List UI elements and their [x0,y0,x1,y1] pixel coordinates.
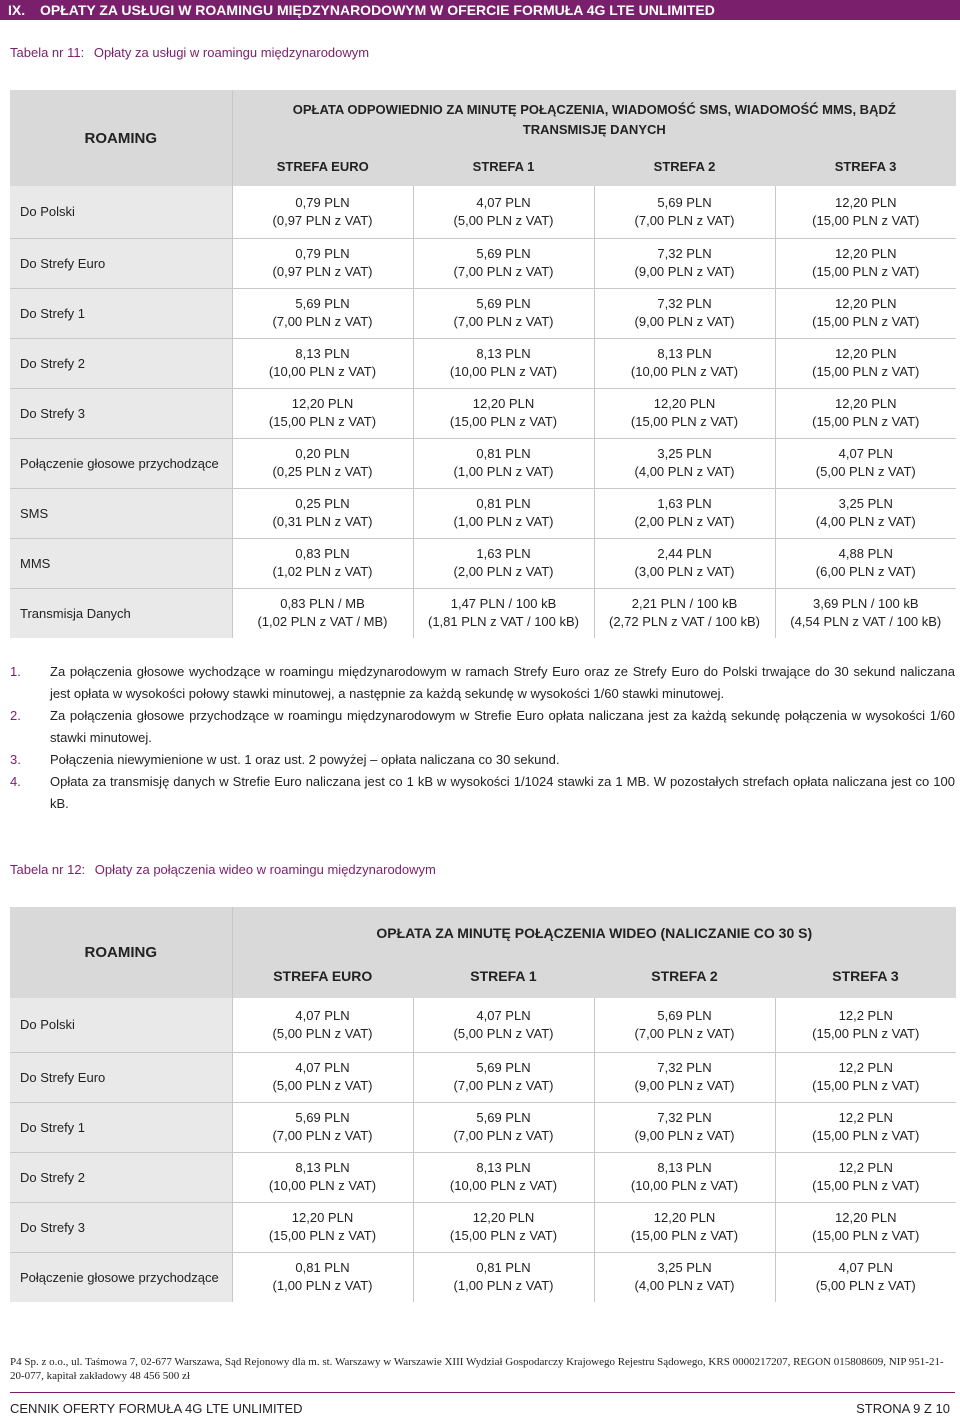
gross-price: (4,00 PLN z VAT) [815,514,916,529]
price-cell [775,338,956,388]
net-price: 12,20 PLN [291,1210,354,1225]
gross-price: (15,00 PLN z VAT) [630,1228,739,1243]
row-label: Do Polski [10,998,232,1052]
price-cell [594,1052,775,1102]
table-row [10,338,956,388]
net-price: 1,47 PLN / 100 kB [450,596,557,612]
note-item [10,749,955,771]
price-cell [775,238,956,288]
zone-header: STREFA 2 [594,146,775,186]
net-price: 4,07 PLN [295,1007,350,1023]
gross-price: (2,72 PLN z VAT / 100 kB) [608,614,760,630]
section-title: OPŁATY ZA USŁUGI W ROAMINGU MIĘDZYNARODOWYM W OFERCIE FORMUŁA 4G LTE UNLIMITED [40,2,715,18]
price-cell [232,588,413,638]
gross-price: (5,00 PLN z VAT) [272,1025,373,1041]
gross-price: (15,00 PLN z VAT) [812,1128,920,1143]
price-cell [594,288,775,338]
gross-price: (0,97 PLN z VAT) [272,264,373,279]
gross-price: (15,00 PLN z VAT) [812,1228,920,1243]
net-price: 5,69 PLN [476,296,531,311]
row-label: Połączenie głosowe przychodzące [10,1252,232,1302]
price-cell [232,538,413,588]
net-price: 7,32 PLN [657,1060,712,1075]
gross-price: (2,00 PLN z VAT) [453,564,554,579]
table-title-header: OPŁATA ODPOWIEDNIO ZA MINUTĘ POŁĄCZENIA, WIADOMOŚĆ SMS, WIADOMOŚĆ MMS, BĄDŹ TRANSMISJĘ DANYCH [232,90,956,146]
price-cell [232,238,413,288]
row-label: Do Strefy 3 [10,1202,232,1252]
table-corner-header: ROAMING [10,90,232,186]
net-price: 1,63 PLN [476,546,531,561]
price-cell [232,1202,413,1252]
net-price: 12,20 PLN [291,396,354,411]
gross-price: (3,00 PLN z VAT) [634,564,735,579]
net-price: 4,07 PLN [838,446,893,461]
gross-price: (0,31 PLN z VAT) [272,514,373,529]
table-caption-number: Tabela nr 12: [10,862,86,877]
price-cell [413,998,594,1052]
gross-price: (9,00 PLN z VAT) [634,264,735,279]
price-cell [413,1152,594,1202]
gross-price: (5,00 PLN z VAT) [815,464,916,479]
price-cell [413,488,594,538]
net-price: 12,20 PLN [472,396,535,411]
price-cell [232,1252,413,1302]
table-caption-text: Opłaty za połączenia wideo w roamingu międzynarodowym [94,862,436,877]
gross-price: (15,00 PLN z VAT) [268,414,377,429]
zone-header: STREFA EURO [232,953,413,998]
net-price: 0,81 PLN [476,496,531,511]
row-label: MMS [10,538,232,588]
gross-price: (7,00 PLN z VAT) [453,1128,554,1143]
note-text: Za połączenia głosowe przychodzące w roamingu międzynarodowym w Strefie Euro opłata naliczana jest za każdą sekundę połączenia w wysokości 1/60 stawki minutowej. [50,708,955,745]
price-cell [594,588,775,638]
net-price: 3,25 PLN [657,446,712,461]
row-label: Do Strefy 2 [10,1152,232,1202]
price-cell [413,238,594,288]
gross-price: (9,00 PLN z VAT) [634,314,735,329]
price-cell [775,1152,956,1202]
price-cell [775,538,956,588]
net-price: 0,81 PLN [476,1260,531,1276]
net-price: 3,25 PLN [657,1260,712,1276]
table-row [10,998,956,1052]
net-price: 5,69 PLN [476,1110,531,1125]
price-cell [232,288,413,338]
gross-price: (15,00 PLN z VAT) [449,414,558,429]
table-row [10,588,956,638]
row-label: Do Strefy 1 [10,1102,232,1152]
table-notes [10,661,955,815]
note-number: 4. [10,774,21,789]
net-price: 2,21 PLN / 100 kB [631,596,738,612]
net-price: 12,20 PLN [835,396,897,411]
gross-price: (15,00 PLN z VAT) [812,414,920,429]
gross-price: (7,00 PLN z VAT) [272,314,373,329]
net-price: 5,69 PLN [476,246,531,261]
price-cell [413,1102,594,1152]
net-price: 0,83 PLN [295,546,350,561]
price-cell [232,186,413,238]
gross-price: (1,00 PLN z VAT) [453,1278,554,1294]
price-cell [232,1152,413,1202]
price-cell [413,288,594,338]
table-row [10,388,956,438]
net-price: 12,20 PLN [472,1210,535,1225]
table-row [10,1102,956,1152]
net-price: 4,88 PLN [838,546,893,561]
price-cell [775,388,956,438]
price-cell [594,1202,775,1252]
gross-price: (10,00 PLN z VAT) [268,364,377,379]
gross-price: (1,00 PLN z VAT) [272,1278,373,1294]
gross-price: (15,00 PLN z VAT) [812,1178,920,1193]
video-roaming-fees-table [10,907,956,1302]
price-cell [413,438,594,488]
note-item [10,705,955,749]
net-price: 8,13 PLN [657,1160,712,1175]
net-price: 7,32 PLN [657,1110,712,1125]
gross-price: (7,00 PLN z VAT) [634,212,735,228]
net-price: 8,13 PLN [657,346,712,361]
net-price: 3,25 PLN [838,496,893,511]
note-text: Opłata za transmisję danych w Strefie Euro naliczana jest co 1 kB w wysokości 1/1024 stawki za 1 MB. W pozostałych strefach opłata naliczana jest co 100 kB. [50,774,955,811]
net-price: 4,07 PLN [838,1260,893,1276]
net-price: 8,13 PLN [295,1160,350,1175]
net-price: 5,69 PLN [295,1110,350,1125]
gross-price: (15,00 PLN z VAT) [268,1228,377,1243]
row-label: Do Strefy 2 [10,338,232,388]
net-price: 5,69 PLN [295,296,350,311]
zone-header: STREFA 3 [775,146,956,186]
gross-price: (0,25 PLN z VAT) [272,464,373,479]
note-number: 3. [10,752,21,767]
gross-price: (4,54 PLN z VAT / 100 kB) [790,614,942,630]
net-price: 5,69 PLN [657,1007,712,1023]
footer-divider [10,1392,955,1393]
net-price: 12,20 PLN [835,194,897,210]
gross-price: (10,00 PLN z VAT) [449,1178,558,1193]
note-number: 1. [10,664,21,679]
footer-page-number: STRONA 9 Z 10 [856,1401,950,1416]
price-cell [775,588,956,638]
table-caption-text: Opłaty za usługi w roamingu międzynarodowym [93,45,370,60]
net-price: 0,81 PLN [295,1260,350,1276]
gross-price: (10,00 PLN z VAT) [630,364,739,379]
net-price: 4,07 PLN [295,1060,350,1075]
table-row [10,488,956,538]
note-text: Za połączenia głosowe wychodzące w roamingu międzynarodowym w ramach Strefy Euro oraz ze Strefy Euro do Polski trwające do 30 sekund naliczana jest opłata w wysokości połowy stawki minutowej, a następnie za każdą sekundę w wysokości 1/60 stawki minutowej. [50,664,955,701]
net-price: 12,20 PLN [835,1210,897,1225]
price-cell [232,1102,413,1152]
net-price: 5,69 PLN [476,1060,531,1075]
gross-price: (1,81 PLN z VAT / 100 kB) [427,614,579,630]
gross-price: (10,00 PLN z VAT) [449,364,558,379]
gross-price: (0,97 PLN z VAT) [272,212,373,228]
price-cell [232,438,413,488]
net-price: 7,32 PLN [657,296,712,311]
zone-header: STREFA EURO [232,146,413,186]
price-cell [594,1152,775,1202]
gross-price: (10,00 PLN z VAT) [268,1178,377,1193]
gross-price: (6,00 PLN z VAT) [815,564,916,579]
roaming-fees-table [10,90,956,638]
net-price: 0,81 PLN [476,446,531,461]
footer-document-title: CENNIK OFERTY FORMUŁA 4G LTE UNLIMITED [10,1401,303,1416]
price-cell [232,388,413,438]
company-info: P4 Sp. z o.o., ul. Taśmowa 7, 02-677 Warszawa, Sąd Rejonowy dla m. st. Warszawy w Warszawie XIII Wydział Gospodarczy Krajowego Rejestru Sądowego, KRS 0000217207, REGON 015808609, NIP 951-21-20-077, kapitał zakładowy 48 456 500 zł [10,1356,944,1382]
price-cell [775,186,956,238]
price-cell [413,186,594,238]
note-text: Połączenia niewymienione w ust. 1 oraz ust. 2 powyżej – opłata naliczana co 30 sekund. [50,752,560,767]
net-price: 1,63 PLN [657,496,712,511]
net-price: 5,69 PLN [657,194,712,210]
gross-price: (1,02 PLN z VAT / MB) [257,614,388,630]
note-item [10,661,955,705]
net-price: 4,07 PLN [476,194,531,210]
net-price: 8,13 PLN [476,346,531,361]
net-price: 12,20 PLN [835,246,897,261]
table-row [10,438,956,488]
row-label: Do Polski [10,186,232,238]
zone-header: STREFA 3 [775,953,956,998]
price-cell [594,238,775,288]
net-price: 12,2 PLN [838,1110,893,1125]
price-cell [594,538,775,588]
price-cell [413,388,594,438]
price-cell [413,1052,594,1102]
row-label: Do Strefy Euro [10,238,232,288]
row-label: Do Strefy 3 [10,388,232,438]
gross-price: (15,00 PLN z VAT) [812,1025,920,1041]
gross-price: (15,00 PLN z VAT) [630,414,739,429]
price-cell [413,1202,594,1252]
net-price: 12,2 PLN [838,1007,893,1023]
note-item [10,771,955,815]
price-cell [594,438,775,488]
gross-price: (5,00 PLN z VAT) [272,1078,373,1093]
gross-price: (7,00 PLN z VAT) [453,1078,554,1093]
net-price: 0,25 PLN [295,496,350,511]
gross-price: (4,00 PLN z VAT) [634,464,735,479]
net-price: 0,20 PLN [295,446,350,461]
gross-price: (15,00 PLN z VAT) [812,212,920,228]
net-price: 12,2 PLN [838,1060,893,1075]
row-label: Do Strefy 1 [10,288,232,338]
section-header-bar [0,0,960,20]
net-price: 12,20 PLN [653,396,716,411]
table-row [10,1052,956,1102]
gross-price: (1,00 PLN z VAT) [453,514,554,529]
table-row [10,1152,956,1202]
price-cell [413,588,594,638]
net-price: 2,44 PLN [657,546,712,561]
gross-price: (2,00 PLN z VAT) [634,514,735,529]
net-price: 0,79 PLN [295,194,350,210]
note-number: 2. [10,708,21,723]
net-price: 8,13 PLN [476,1160,531,1175]
gross-price: (5,00 PLN z VAT) [815,1278,916,1294]
net-price: 0,83 PLN / MB [280,596,365,612]
price-cell [232,998,413,1052]
gross-price: (15,00 PLN z VAT) [812,264,920,279]
gross-price: (1,02 PLN z VAT) [272,564,373,579]
price-cell [775,488,956,538]
table-row [10,186,956,238]
price-cell [594,338,775,388]
section-number: IX. [8,2,26,18]
price-cell [775,1252,956,1302]
gross-price: (4,00 PLN z VAT) [634,1278,735,1294]
price-cell [594,1102,775,1152]
net-price: 4,07 PLN [476,1007,531,1023]
price-cell [594,186,775,238]
net-price: 8,13 PLN [295,346,350,361]
price-cell [594,998,775,1052]
table-caption [10,862,436,877]
row-label: Połączenie głosowe przychodzące [10,438,232,488]
table-row [10,1202,956,1252]
row-label: Do Strefy Euro [10,1052,232,1102]
net-price: 3,69 PLN / 100 kB [813,596,919,612]
price-cell [232,1052,413,1102]
price-cell [594,388,775,438]
net-price: 12,20 PLN [835,296,897,311]
table-caption [10,45,369,60]
table-row [10,238,956,288]
row-label: Transmisja Danych [10,588,232,638]
table-row [10,288,956,338]
gross-price: (5,00 PLN z VAT) [453,1025,554,1041]
price-cell [413,1252,594,1302]
gross-price: (1,00 PLN z VAT) [453,464,554,479]
price-cell [775,438,956,488]
gross-price: (7,00 PLN z VAT) [272,1128,373,1143]
gross-price: (15,00 PLN z VAT) [812,314,920,329]
net-price: 12,20 PLN [835,346,897,361]
price-cell [775,1202,956,1252]
net-price: 7,32 PLN [657,246,712,261]
table-title-header: OPŁATA ZA MINUTĘ POŁĄCZENIA WIDEO (NALICZANIE CO 30 S) [232,907,956,953]
gross-price: (15,00 PLN z VAT) [449,1228,558,1243]
price-cell [775,288,956,338]
table-row [10,538,956,588]
price-cell [594,1252,775,1302]
table-caption-number: Tabela nr 11: [10,45,85,60]
gross-price: (7,00 PLN z VAT) [453,264,554,279]
price-cell [775,998,956,1052]
table-row [10,1252,956,1302]
net-price: 12,20 PLN [653,1210,716,1225]
gross-price: (7,00 PLN z VAT) [453,314,554,329]
price-cell [413,338,594,388]
price-cell [232,338,413,388]
table-corner-header: ROAMING [10,907,232,998]
gross-price: (9,00 PLN z VAT) [634,1128,735,1143]
price-cell [775,1052,956,1102]
price-cell [413,538,594,588]
zone-header: STREFA 2 [594,953,775,998]
gross-price: (7,00 PLN z VAT) [634,1025,735,1041]
gross-price: (9,00 PLN z VAT) [634,1078,735,1093]
gross-price: (15,00 PLN z VAT) [812,1078,920,1093]
gross-price: (10,00 PLN z VAT) [630,1178,739,1193]
gross-price: (15,00 PLN z VAT) [812,364,920,379]
zone-header: STREFA 1 [413,146,594,186]
price-cell [594,488,775,538]
net-price: 12,2 PLN [838,1160,893,1175]
price-cell [775,1102,956,1152]
price-cell [232,488,413,538]
row-label: SMS [10,488,232,538]
gross-price: (5,00 PLN z VAT) [453,212,554,228]
net-price: 0,79 PLN [295,246,350,261]
zone-header: STREFA 1 [413,953,594,998]
